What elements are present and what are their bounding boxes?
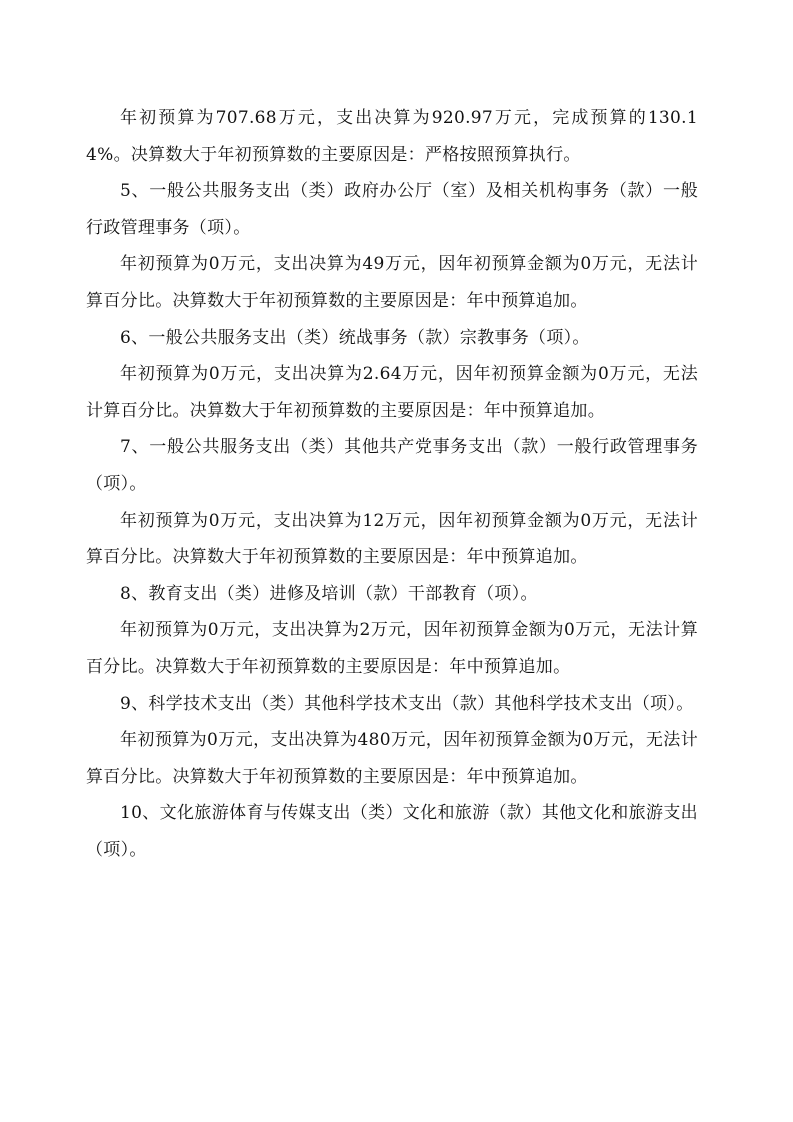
paragraph-budget-summary: 年初预算为707.68万元，支出决算为920.97万元，完成预算的130.14%。决算数大于年初预算数的主要原因是：严格按照预算执行。 (86, 108, 698, 165)
paragraph-item-6-detail: 年初预算为0万元，支出决算为2.64万元，因年初预算金额为0万元，无法计算百分比。决算数大于年初预算数的主要原因是：年中预算追加。 (86, 364, 698, 421)
paragraph-item-7-heading: 7、一般公共服务支出（类）其他共产党事务支出（款）一般行政管理事务（项）。 (86, 437, 698, 494)
paragraph-item-9-detail: 年初预算为0万元，支出决算为480万元，因年初预算金额为0万元，无法计算百分比。决算数大于年初预算数的主要原因是：年中预算追加。 (86, 730, 698, 787)
paragraph-item-7-detail: 年初预算为0万元，支出决算为12万元，因年初预算金额为0万元，无法计算百分比。决算数大于年初预算数的主要原因是：年中预算追加。 (86, 510, 698, 568)
paragraph-item-9-heading: 9、科学技术支出（类）其他科学技术支出（款）其他科学技术支出（项）。 (120, 693, 694, 714)
paragraph-item-8-heading: 8、教育支出（类）进修及培训（款）干部教育（项）。 (120, 583, 538, 604)
paragraph-item-10-heading: 10、文化旅游体育与传媒支出（类）文化和旅游（款）其他文化和旅游支出（项）。 (86, 803, 698, 860)
paragraph-item-6-heading: 6、一般公共服务支出（类）统战事务（款）宗教事务（项）。 (120, 327, 590, 348)
paragraph-item-8-detail: 年初预算为0万元，支出决算为2万元，因年初预算金额为0万元，无法计算百分比。决算数大于年初预算数的主要原因是：年中预算追加。 (86, 620, 698, 677)
paragraph-item-5-detail: 年初预算为0万元，支出决算为49万元，因年初预算金额为0万元，无法计算百分比。决算数大于年初预算数的主要原因是：年中预算追加。 (86, 254, 698, 311)
paragraph-item-5-heading: 5、一般公共服务支出（类）政府办公厅（室）及相关机构事务（款）一般行政管理事务（项）。 (86, 181, 698, 238)
document-body (86, 100, 698, 868)
